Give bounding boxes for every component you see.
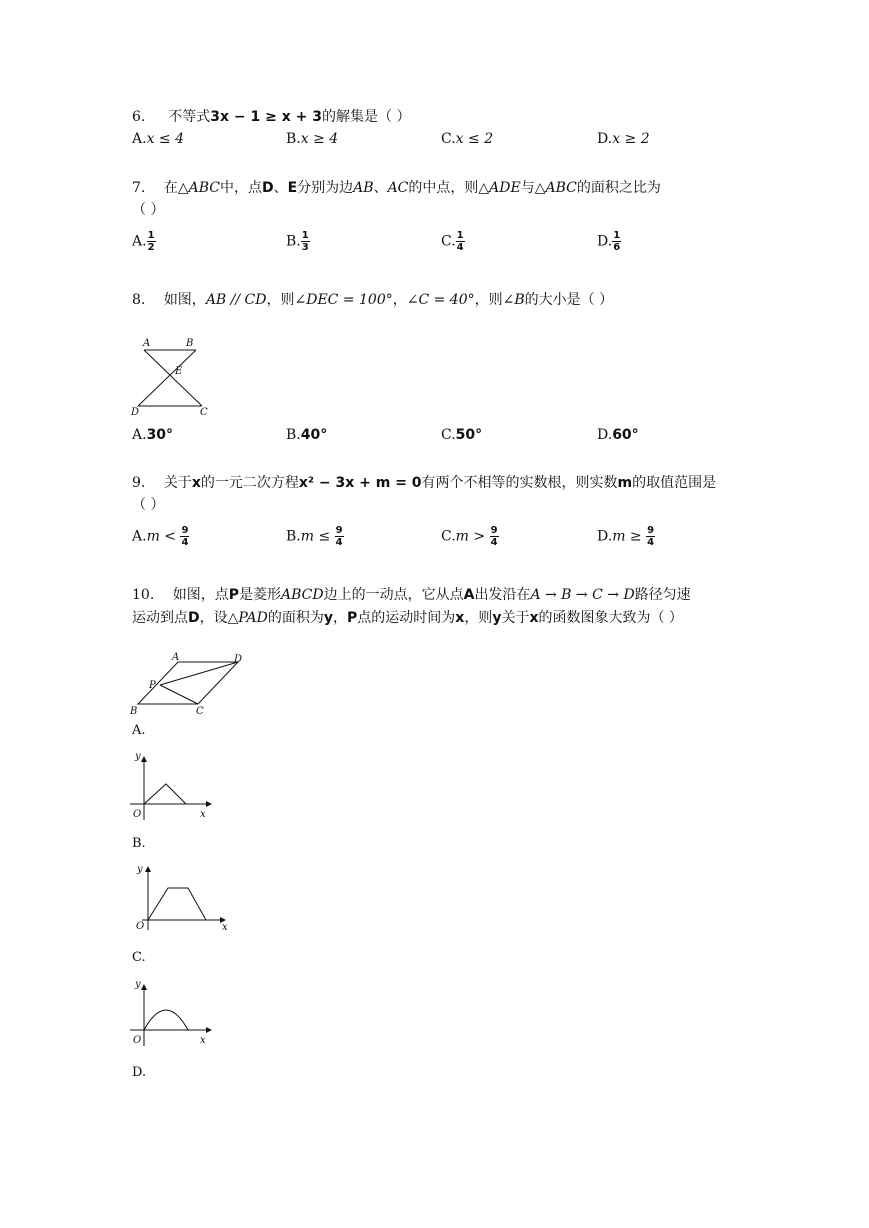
stem-text: 如图， <box>163 292 206 308</box>
stem-text: 的取值范围是 <box>632 475 717 491</box>
stem-text: 的函数图象大致为（ ） <box>538 610 683 626</box>
stem-text: ， <box>392 292 407 308</box>
option-expr: 50° <box>455 427 483 443</box>
stem-text: 关于 <box>501 610 530 626</box>
option-label: A. <box>132 528 147 545</box>
fraction-denominator: 4 <box>181 537 189 548</box>
fraction-denominator: 6 <box>613 242 621 253</box>
option-expr: x ≥ 4 <box>300 131 339 147</box>
fraction-numerator: 9 <box>335 525 343 536</box>
option-label: D. <box>597 528 613 545</box>
option-fraction <box>335 525 344 548</box>
stem-math: △PAD <box>227 610 268 626</box>
stem-text: 、 <box>373 180 388 196</box>
stem-math: x <box>529 610 539 626</box>
point-label-a: A <box>143 338 151 349</box>
q8-option-b <box>286 427 327 443</box>
fraction-numerator: 1 <box>301 230 309 241</box>
stem-text: 关于 <box>163 475 192 491</box>
fraction-numerator: 1 <box>147 230 155 241</box>
stem-text: 中，点 <box>219 180 262 196</box>
option-expr: 30° <box>146 427 174 443</box>
option-fraction <box>180 525 189 548</box>
point-label-d: D <box>131 407 140 418</box>
option-label: C. <box>441 131 456 147</box>
option-label: C. <box>441 233 456 250</box>
stem-math: x <box>455 610 465 626</box>
q9-stem-line2: （ ） <box>132 497 165 513</box>
option-label: A. <box>132 131 147 147</box>
option-label: D. <box>597 427 613 443</box>
option-label: C. <box>441 528 456 545</box>
stem-text: 、 <box>273 180 288 196</box>
stem-text: 是菱形 <box>238 587 281 603</box>
stem-math: △ABC <box>177 180 220 196</box>
q6-stem-expr: 3x − 1 ≥ x + 3 <box>210 109 322 125</box>
q8-figure <box>126 336 216 418</box>
axis-label-y: y <box>135 751 141 762</box>
q8-option-c <box>441 427 482 443</box>
stem-math: E <box>287 180 298 196</box>
option-fraction <box>456 230 465 253</box>
q7-option-b <box>286 230 310 253</box>
q6-option-c <box>441 131 493 147</box>
axis-label-x: x <box>200 809 206 820</box>
stem-math: AB // CD <box>205 292 267 308</box>
stem-text: ， <box>333 610 348 626</box>
segment-bd <box>138 350 196 406</box>
point-label-c: C <box>196 706 204 717</box>
q10-option-b-graph <box>126 858 236 936</box>
option-expr: 60° <box>612 427 639 443</box>
q7-stem-line2: （ ） <box>132 202 165 218</box>
point-label-e: E <box>175 366 183 377</box>
option-fraction <box>612 230 621 253</box>
option-label: B. <box>286 528 301 545</box>
q9-option-b <box>286 525 344 548</box>
q9-stem <box>132 472 716 492</box>
fraction-numerator: 1 <box>456 230 464 241</box>
stem-text: 运动到点 <box>132 610 188 626</box>
q10-stem-line2 <box>132 607 683 627</box>
stem-text: 的中点，则 <box>408 180 479 196</box>
stem-text: 点的运动时间为 <box>357 610 456 626</box>
stem-math: P <box>347 610 358 626</box>
fraction-numerator: 1 <box>613 230 621 241</box>
stem-math: A <box>463 587 475 603</box>
fraction-denominator: 4 <box>456 242 464 253</box>
option-expr: x ≤ 4 <box>146 131 184 147</box>
stem-text: ，则 <box>474 292 503 308</box>
q6-stem-pre: 不等式 <box>168 109 211 125</box>
option-expr: x ≥ 2 <box>612 131 650 147</box>
point-label-a: A <box>172 652 180 663</box>
q10-number: 10. <box>132 587 155 603</box>
option-fraction <box>147 230 156 253</box>
q8-number: 8. <box>132 292 146 308</box>
stem-text: 的一元二次方程 <box>200 475 299 491</box>
y-axis-arrow-icon <box>141 756 147 762</box>
stem-text: 如图，点 <box>172 587 229 603</box>
stem-math: ∠C = 40° <box>406 292 475 308</box>
stem-text: 的面积为 <box>267 610 324 626</box>
y-axis-arrow-icon <box>145 866 151 872</box>
q6-option-a <box>132 131 184 147</box>
stem-math: ABCD <box>280 587 324 603</box>
option-fraction <box>490 525 499 548</box>
q10-option-c-label: C. <box>132 950 146 965</box>
stem-text: 的面积之比为 <box>576 180 661 196</box>
fraction-denominator: 3 <box>301 242 309 253</box>
q10-rhombus-figure <box>126 650 256 718</box>
axis-label-y: y <box>135 979 141 990</box>
fraction-denominator: 4 <box>647 537 655 548</box>
fraction-numerator: 9 <box>490 525 498 536</box>
stem-math: m <box>617 475 633 491</box>
stem-math: A → B → C → D <box>530 587 635 603</box>
stem-text: 与 <box>520 180 535 196</box>
axis-label-y: y <box>137 864 143 875</box>
option-expr: m ≥ <box>612 528 642 545</box>
q9-option-a <box>132 525 189 548</box>
stem-text: 出发沿在 <box>474 587 531 603</box>
q6-stem-post: 的解集是（ ） <box>322 109 411 125</box>
graph-curve <box>144 1010 188 1030</box>
option-label: A. <box>132 427 147 443</box>
x-axis-arrow-icon <box>206 1027 212 1033</box>
stem-math: △ABC <box>534 180 577 196</box>
q10-option-c-graph <box>126 976 216 1050</box>
stem-text: 分别为边 <box>297 180 354 196</box>
graph-curve <box>144 784 186 804</box>
q9-number: 9. <box>132 475 146 491</box>
point-label-p: P <box>149 680 156 691</box>
q10-option-a-label: A. <box>132 723 146 738</box>
q10-option-a-graph <box>126 748 216 822</box>
option-label: B. <box>286 233 301 250</box>
stem-text: 在 <box>163 180 178 196</box>
stem-math: ∠DEC = 100° <box>294 292 393 308</box>
option-label: B. <box>286 427 301 443</box>
point-label-c: C <box>200 407 208 418</box>
option-label: B. <box>286 131 301 147</box>
graph-curve <box>148 888 206 920</box>
stem-math: x² − 3x + m = 0 <box>298 475 422 491</box>
stem-math: D <box>188 610 200 626</box>
stem-text: ，则 <box>266 292 295 308</box>
stem-text: 路径匀速 <box>634 587 691 603</box>
fraction-denominator: 2 <box>147 242 155 253</box>
option-expr: m > <box>455 528 486 545</box>
stem-math: ∠B <box>502 292 525 308</box>
point-label-b: B <box>130 706 138 717</box>
q7-stem <box>132 177 661 197</box>
stem-math: y <box>492 610 502 626</box>
option-label: C. <box>441 427 456 443</box>
option-label: D. <box>597 131 613 147</box>
stem-math: AC <box>387 180 409 196</box>
option-expr: m ≤ <box>300 528 331 545</box>
option-fraction <box>646 525 655 548</box>
fraction-numerator: 9 <box>181 525 189 536</box>
stem-text: 有两个不相等的实数根，则实数 <box>421 475 618 491</box>
stem-math: y <box>323 610 334 626</box>
q9-option-d <box>597 525 655 548</box>
q9-option-c <box>441 525 499 548</box>
option-label: D. <box>597 233 613 250</box>
q6-option-d <box>597 131 650 147</box>
fraction-numerator: 9 <box>647 525 655 536</box>
q10-stem <box>132 584 691 604</box>
option-expr: 40° <box>300 427 328 443</box>
q8-option-d <box>597 427 639 443</box>
axis-label-origin: O <box>133 809 142 820</box>
q8-option-a <box>132 427 173 443</box>
stem-math: x <box>191 475 201 491</box>
q7-option-c <box>441 230 465 253</box>
q7-option-d <box>597 230 621 253</box>
point-label-d: D <box>234 654 243 665</box>
fraction-denominator: 4 <box>490 537 498 548</box>
axis-label-x: x <box>222 922 228 933</box>
segment-ac <box>144 350 202 406</box>
q8-stem <box>132 289 613 309</box>
stem-text: ，设 <box>199 610 228 626</box>
q10-option-d-label: D. <box>132 1065 147 1080</box>
y-axis-arrow-icon <box>141 984 147 990</box>
stem-text: 边上的一动点，它从点 <box>323 587 464 603</box>
stem-text: ，则 <box>464 610 493 626</box>
stem-math: D <box>261 180 274 196</box>
q10-option-b-label: B. <box>132 836 146 851</box>
option-fraction <box>301 230 310 253</box>
q7-number: 7. <box>132 180 146 196</box>
q6-option-b <box>286 131 338 147</box>
point-label-b: B <box>186 338 194 349</box>
fraction-denominator: 4 <box>335 537 343 548</box>
stem-math: AB <box>353 180 374 196</box>
option-label: A. <box>132 233 147 250</box>
segment-pd <box>160 662 238 685</box>
stem-math: P <box>228 587 239 603</box>
option-expr: m < <box>146 528 177 545</box>
axis-label-origin: O <box>133 1035 142 1046</box>
q6-stem <box>132 106 410 126</box>
segment-pc <box>160 685 198 704</box>
axis-label-origin: O <box>136 921 145 932</box>
q6-number: 6. <box>132 109 146 125</box>
axis-label-x: x <box>200 1035 206 1046</box>
stem-math: △ADE <box>478 180 521 196</box>
option-expr: x ≤ 2 <box>455 131 494 147</box>
stem-text: 的大小是（ ） <box>524 292 614 308</box>
x-axis-arrow-icon <box>206 801 212 807</box>
q7-option-a <box>132 230 156 253</box>
